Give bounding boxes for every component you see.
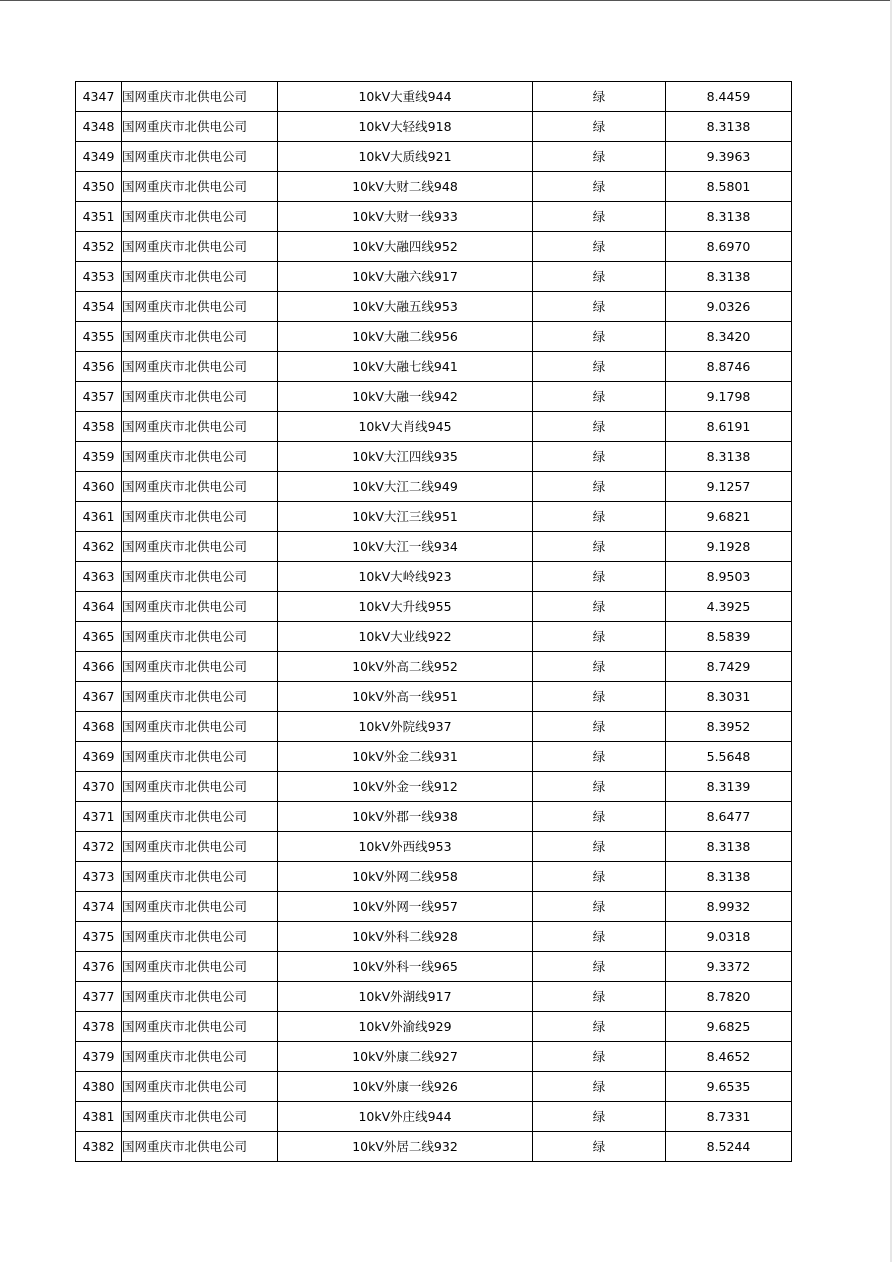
value-cell: 8.6477 — [666, 802, 792, 832]
status-cell: 绿 — [533, 412, 666, 442]
status-cell: 绿 — [533, 682, 666, 712]
company-cell: 国网重庆市北供电公司 — [122, 322, 278, 352]
table-row — [76, 1072, 792, 1102]
line-name-cell: 10kV外高二线952 — [278, 652, 533, 682]
status-cell: 绿 — [533, 292, 666, 322]
row-number-cell: 4364 — [76, 592, 122, 622]
status-cell: 绿 — [533, 142, 666, 172]
row-number-cell: 4358 — [76, 412, 122, 442]
line-name-cell: 10kV大融六线917 — [278, 262, 533, 292]
row-number-cell: 4369 — [76, 742, 122, 772]
line-name-cell: 10kV大融二线956 — [278, 322, 533, 352]
line-name-cell: 10kV大轻线918 — [278, 112, 533, 142]
table-row — [76, 772, 792, 802]
status-cell: 绿 — [533, 562, 666, 592]
status-cell: 绿 — [533, 952, 666, 982]
status-cell: 绿 — [533, 442, 666, 472]
status-cell: 绿 — [533, 112, 666, 142]
line-name-cell: 10kV外西线953 — [278, 832, 533, 862]
status-cell: 绿 — [533, 472, 666, 502]
row-number-cell: 4359 — [76, 442, 122, 472]
row-number-cell: 4357 — [76, 382, 122, 412]
value-cell: 8.3952 — [666, 712, 792, 742]
table-row — [76, 412, 792, 442]
status-cell: 绿 — [533, 1132, 666, 1162]
table-row — [76, 892, 792, 922]
status-cell: 绿 — [533, 862, 666, 892]
row-number-cell: 4349 — [76, 142, 122, 172]
row-number-cell: 4348 — [76, 112, 122, 142]
value-cell: 8.3138 — [666, 112, 792, 142]
value-cell: 8.6191 — [666, 412, 792, 442]
table-row — [76, 562, 792, 592]
line-name-cell: 10kV大升线955 — [278, 592, 533, 622]
row-number-cell: 4353 — [76, 262, 122, 292]
row-number-cell: 4371 — [76, 802, 122, 832]
table-row — [76, 142, 792, 172]
company-cell: 国网重庆市北供电公司 — [122, 922, 278, 952]
row-number-cell: 4356 — [76, 352, 122, 382]
company-cell: 国网重庆市北供电公司 — [122, 262, 278, 292]
company-cell: 国网重庆市北供电公司 — [122, 502, 278, 532]
line-name-cell: 10kV大重线944 — [278, 82, 533, 112]
status-cell: 绿 — [533, 592, 666, 622]
value-cell: 8.3138 — [666, 862, 792, 892]
company-cell: 国网重庆市北供电公司 — [122, 652, 278, 682]
status-cell: 绿 — [533, 382, 666, 412]
status-cell: 绿 — [533, 82, 666, 112]
row-number-cell: 4373 — [76, 862, 122, 892]
table-row — [76, 592, 792, 622]
row-number-cell: 4347 — [76, 82, 122, 112]
status-cell: 绿 — [533, 1012, 666, 1042]
company-cell: 国网重庆市北供电公司 — [122, 142, 278, 172]
company-cell: 国网重庆市北供电公司 — [122, 802, 278, 832]
line-name-cell: 10kV大融五线953 — [278, 292, 533, 322]
line-name-cell: 10kV外网二线958 — [278, 862, 533, 892]
row-number-cell: 4367 — [76, 682, 122, 712]
row-number-cell: 4355 — [76, 322, 122, 352]
table-row — [76, 82, 792, 112]
table-row — [76, 502, 792, 532]
line-name-cell: 10kV大江四线935 — [278, 442, 533, 472]
value-cell: 8.3031 — [666, 682, 792, 712]
page-top-rule — [0, 0, 892, 1]
line-name-cell: 10kV大业线922 — [278, 622, 533, 652]
table-row — [76, 952, 792, 982]
row-number-cell: 4379 — [76, 1042, 122, 1072]
table-row — [76, 472, 792, 502]
company-cell: 国网重庆市北供电公司 — [122, 112, 278, 142]
company-cell: 国网重庆市北供电公司 — [122, 832, 278, 862]
row-number-cell: 4366 — [76, 652, 122, 682]
table-row — [76, 292, 792, 322]
company-cell: 国网重庆市北供电公司 — [122, 382, 278, 412]
value-cell: 8.3138 — [666, 832, 792, 862]
company-cell: 国网重庆市北供电公司 — [122, 592, 278, 622]
value-cell: 8.4652 — [666, 1042, 792, 1072]
status-cell: 绿 — [533, 1102, 666, 1132]
company-cell: 国网重庆市北供电公司 — [122, 712, 278, 742]
row-number-cell: 4361 — [76, 502, 122, 532]
line-name-cell: 10kV外康二线927 — [278, 1042, 533, 1072]
line-name-cell: 10kV大岭线923 — [278, 562, 533, 592]
company-cell: 国网重庆市北供电公司 — [122, 1072, 278, 1102]
status-cell: 绿 — [533, 742, 666, 772]
table-row — [76, 802, 792, 832]
table-body — [76, 82, 792, 1162]
company-cell: 国网重庆市北供电公司 — [122, 742, 278, 772]
status-cell: 绿 — [533, 232, 666, 262]
company-cell: 国网重庆市北供电公司 — [122, 172, 278, 202]
row-number-cell: 4382 — [76, 1132, 122, 1162]
table-row — [76, 742, 792, 772]
value-cell: 9.6821 — [666, 502, 792, 532]
value-cell: 8.7820 — [666, 982, 792, 1012]
value-cell: 8.3138 — [666, 262, 792, 292]
table-row — [76, 382, 792, 412]
company-cell: 国网重庆市北供电公司 — [122, 682, 278, 712]
table-row — [76, 532, 792, 562]
value-cell: 9.3963 — [666, 142, 792, 172]
line-name-cell: 10kV外郡一线938 — [278, 802, 533, 832]
value-cell: 9.3372 — [666, 952, 792, 982]
value-cell: 9.0326 — [666, 292, 792, 322]
table-row — [76, 322, 792, 352]
table-row — [76, 922, 792, 952]
value-cell: 8.3138 — [666, 202, 792, 232]
status-cell: 绿 — [533, 622, 666, 652]
row-number-cell: 4381 — [76, 1102, 122, 1132]
row-number-cell: 4350 — [76, 172, 122, 202]
value-cell: 8.6970 — [666, 232, 792, 262]
line-name-cell: 10kV大江一线934 — [278, 532, 533, 562]
row-number-cell: 4378 — [76, 1012, 122, 1042]
status-cell: 绿 — [533, 352, 666, 382]
value-cell: 9.0318 — [666, 922, 792, 952]
value-cell: 4.3925 — [666, 592, 792, 622]
table-row — [76, 622, 792, 652]
line-name-cell: 10kV大融一线942 — [278, 382, 533, 412]
line-name-cell: 10kV大江三线951 — [278, 502, 533, 532]
value-cell: 8.9932 — [666, 892, 792, 922]
value-cell: 9.1798 — [666, 382, 792, 412]
row-number-cell: 4374 — [76, 892, 122, 922]
line-name-cell: 10kV外居二线932 — [278, 1132, 533, 1162]
status-cell: 绿 — [533, 982, 666, 1012]
company-cell: 国网重庆市北供电公司 — [122, 1102, 278, 1132]
company-cell: 国网重庆市北供电公司 — [122, 1012, 278, 1042]
company-cell: 国网重庆市北供电公司 — [122, 232, 278, 262]
table-row — [76, 1042, 792, 1072]
line-name-cell: 10kV外院线937 — [278, 712, 533, 742]
row-number-cell: 4370 — [76, 772, 122, 802]
status-cell: 绿 — [533, 532, 666, 562]
value-cell: 8.7429 — [666, 652, 792, 682]
line-name-cell: 10kV外金二线931 — [278, 742, 533, 772]
value-cell: 8.8746 — [666, 352, 792, 382]
status-cell: 绿 — [533, 1042, 666, 1072]
value-cell: 5.5648 — [666, 742, 792, 772]
value-cell: 8.7331 — [666, 1102, 792, 1132]
company-cell: 国网重庆市北供电公司 — [122, 412, 278, 442]
value-cell: 8.3139 — [666, 772, 792, 802]
row-number-cell: 4377 — [76, 982, 122, 1012]
row-number-cell: 4351 — [76, 202, 122, 232]
table-row — [76, 652, 792, 682]
line-name-cell: 10kV大融七线941 — [278, 352, 533, 382]
table-row — [76, 112, 792, 142]
table-row — [76, 352, 792, 382]
line-name-cell: 10kV外网一线957 — [278, 892, 533, 922]
company-cell: 国网重庆市北供电公司 — [122, 1042, 278, 1072]
value-cell: 9.1257 — [666, 472, 792, 502]
row-number-cell: 4362 — [76, 532, 122, 562]
line-name-cell: 10kV外金一线912 — [278, 772, 533, 802]
line-name-cell: 10kV外高一线951 — [278, 682, 533, 712]
line-name-cell: 10kV外科二线928 — [278, 922, 533, 952]
value-cell: 8.9503 — [666, 562, 792, 592]
status-cell: 绿 — [533, 172, 666, 202]
company-cell: 国网重庆市北供电公司 — [122, 292, 278, 322]
row-number-cell: 4375 — [76, 922, 122, 952]
company-cell: 国网重庆市北供电公司 — [122, 862, 278, 892]
company-cell: 国网重庆市北供电公司 — [122, 442, 278, 472]
status-cell: 绿 — [533, 832, 666, 862]
company-cell: 国网重庆市北供电公司 — [122, 202, 278, 232]
status-cell: 绿 — [533, 652, 666, 682]
status-cell: 绿 — [533, 712, 666, 742]
value-cell: 8.3138 — [666, 442, 792, 472]
company-cell: 国网重庆市北供电公司 — [122, 562, 278, 592]
company-cell: 国网重庆市北供电公司 — [122, 952, 278, 982]
table-row — [76, 1012, 792, 1042]
row-number-cell: 4363 — [76, 562, 122, 592]
row-number-cell: 4354 — [76, 292, 122, 322]
table-row — [76, 712, 792, 742]
status-cell: 绿 — [533, 262, 666, 292]
feeder-table — [75, 81, 792, 1162]
table-row — [76, 172, 792, 202]
row-number-cell: 4352 — [76, 232, 122, 262]
status-cell: 绿 — [533, 1072, 666, 1102]
line-name-cell: 10kV大质线921 — [278, 142, 533, 172]
row-number-cell: 4376 — [76, 952, 122, 982]
status-cell: 绿 — [533, 922, 666, 952]
value-cell: 8.5839 — [666, 622, 792, 652]
table-row — [76, 232, 792, 262]
line-name-cell: 10kV大肖线945 — [278, 412, 533, 442]
line-name-cell: 10kV外庄线944 — [278, 1102, 533, 1132]
status-cell: 绿 — [533, 772, 666, 802]
company-cell: 国网重庆市北供电公司 — [122, 892, 278, 922]
value-cell: 8.5244 — [666, 1132, 792, 1162]
table-row — [76, 982, 792, 1012]
line-name-cell: 10kV外渝线929 — [278, 1012, 533, 1042]
line-name-cell: 10kV外科一线965 — [278, 952, 533, 982]
row-number-cell: 4380 — [76, 1072, 122, 1102]
table-row — [76, 832, 792, 862]
table-row — [76, 1132, 792, 1162]
line-name-cell: 10kV大江二线949 — [278, 472, 533, 502]
company-cell: 国网重庆市北供电公司 — [122, 1132, 278, 1162]
status-cell: 绿 — [533, 502, 666, 532]
value-cell: 9.6535 — [666, 1072, 792, 1102]
company-cell: 国网重庆市北供电公司 — [122, 532, 278, 562]
company-cell: 国网重庆市北供电公司 — [122, 772, 278, 802]
table-row — [76, 682, 792, 712]
status-cell: 绿 — [533, 892, 666, 922]
line-name-cell: 10kV大融四线952 — [278, 232, 533, 262]
row-number-cell: 4365 — [76, 622, 122, 652]
company-cell: 国网重庆市北供电公司 — [122, 472, 278, 502]
row-number-cell: 4368 — [76, 712, 122, 742]
value-cell: 8.5801 — [666, 172, 792, 202]
row-number-cell: 4360 — [76, 472, 122, 502]
value-cell: 8.4459 — [666, 82, 792, 112]
table-row — [76, 262, 792, 292]
line-name-cell: 10kV大财一线933 — [278, 202, 533, 232]
status-cell: 绿 — [533, 202, 666, 232]
line-name-cell: 10kV外湖线917 — [278, 982, 533, 1012]
company-cell: 国网重庆市北供电公司 — [122, 622, 278, 652]
company-cell: 国网重庆市北供电公司 — [122, 352, 278, 382]
status-cell: 绿 — [533, 322, 666, 352]
table-row — [76, 862, 792, 892]
table-row — [76, 1102, 792, 1132]
table-row — [76, 442, 792, 472]
table-row — [76, 202, 792, 232]
company-cell: 国网重庆市北供电公司 — [122, 82, 278, 112]
value-cell: 8.3420 — [666, 322, 792, 352]
line-name-cell: 10kV大财二线948 — [278, 172, 533, 202]
value-cell: 9.1928 — [666, 532, 792, 562]
row-number-cell: 4372 — [76, 832, 122, 862]
value-cell: 9.6825 — [666, 1012, 792, 1042]
company-cell: 国网重庆市北供电公司 — [122, 982, 278, 1012]
line-name-cell: 10kV外康一线926 — [278, 1072, 533, 1102]
status-cell: 绿 — [533, 802, 666, 832]
